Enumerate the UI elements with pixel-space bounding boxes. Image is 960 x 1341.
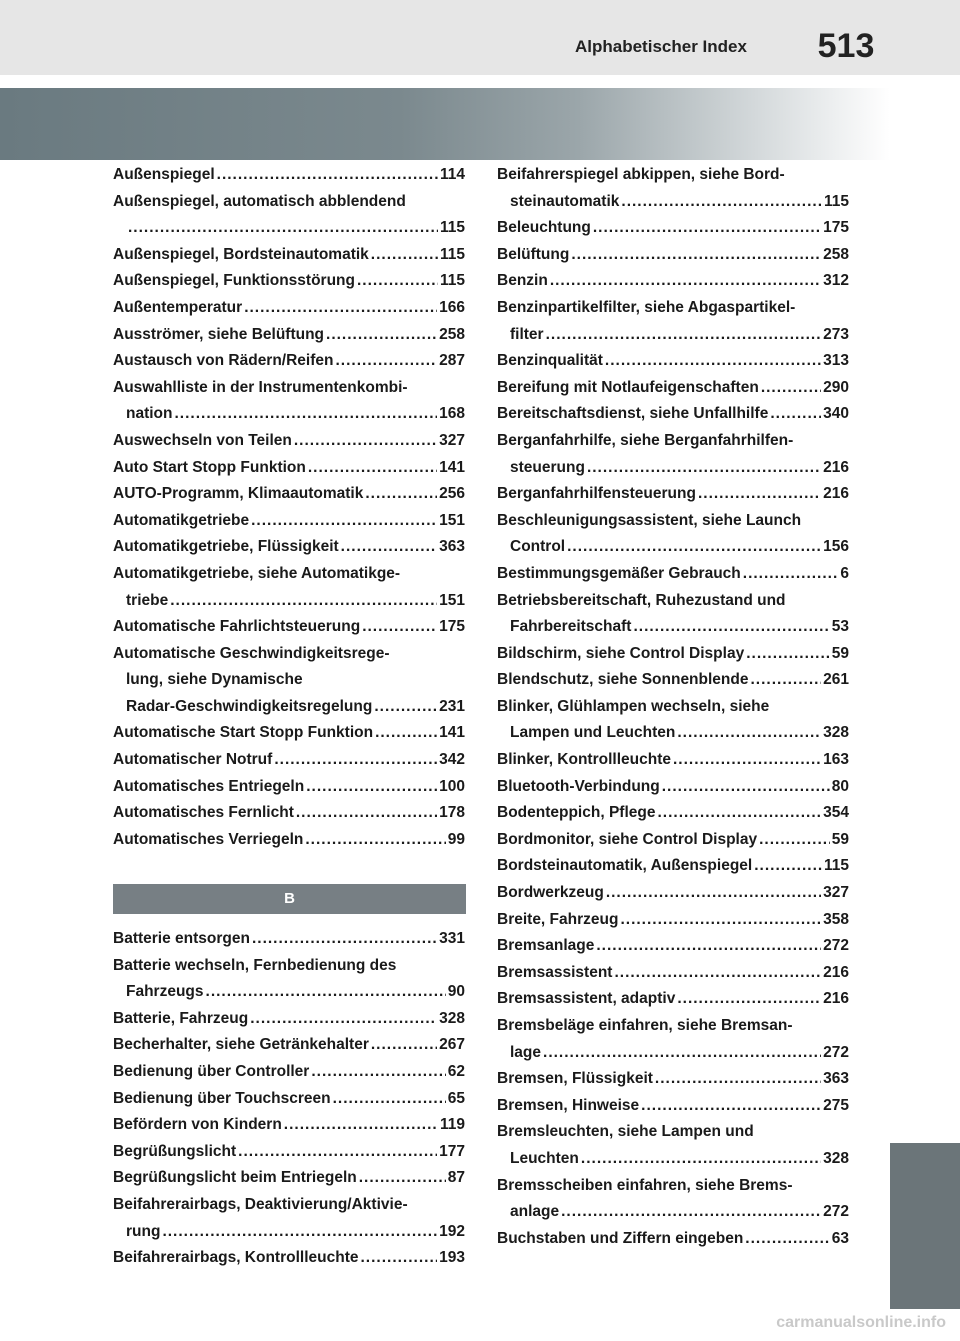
index-entry-page: 312 (823, 272, 849, 290)
index-entry-text: Bremsen, Flüssigkeit (497, 1070, 653, 1088)
index-entry-page: 90 (447, 983, 465, 1001)
leader-dots (336, 348, 438, 375)
leader-dots (305, 827, 445, 854)
leader-dots (662, 774, 830, 801)
index-entry-text: steinautomatik (510, 192, 620, 210)
index-entry-page: 358 (823, 910, 849, 928)
index-entry-page: 327 (439, 431, 465, 449)
index-entry (497, 375, 849, 402)
index-entry (113, 322, 465, 349)
leader-dots (655, 1066, 821, 1093)
leader-dots (614, 960, 821, 987)
leader-dots (770, 401, 821, 428)
leader-dots (750, 667, 821, 694)
index-entry-page: 53 (831, 618, 849, 636)
index-entry-page: 115 (439, 272, 465, 290)
index-entry-text: Batterie, Fahrzeug (113, 1009, 249, 1027)
leader-dots (746, 641, 830, 668)
index-entry (113, 747, 465, 774)
index-entry (113, 1006, 465, 1033)
leader-dots (375, 720, 437, 747)
leader-dots (621, 189, 822, 216)
index-entry (113, 1139, 465, 1166)
leader-dots (371, 242, 438, 269)
leader-dots (641, 1093, 821, 1120)
leader-dots (550, 268, 821, 295)
index-entry-page: 272 (823, 1043, 849, 1061)
index-entry (497, 348, 849, 375)
index-entry-text: Radar-Geschwindigkeitsregelung (126, 697, 373, 715)
index-entry (497, 295, 849, 348)
leader-dots (170, 588, 437, 615)
index-entry-text: Beschleunigungsassistent, siehe Launch (497, 511, 802, 529)
index-entry (497, 1226, 849, 1253)
index-entry-page: 363 (823, 1070, 849, 1088)
index-entry-page: 216 (823, 963, 849, 981)
leader-dots (333, 1086, 446, 1113)
index-entry-text: Automatische Start Stopp Funktion (113, 724, 374, 742)
chapter-thumb-tab (890, 1143, 960, 1309)
index-entry-text: Automatikgetriebe, siehe Automatikge- (113, 564, 401, 582)
index-entry-text: Blinker, Glühlampen wechseln, siehe (497, 697, 770, 715)
index-entry-text: anlage (510, 1203, 560, 1221)
index-entry-page: 87 (447, 1169, 465, 1187)
index-entry-page: 151 (439, 591, 465, 609)
decorative-banner (0, 88, 890, 160)
index-entry-page: 272 (823, 1203, 849, 1221)
index-entry-page: 151 (439, 511, 465, 529)
index-entry-text: Automatische Fahrlichtsteuerung (113, 618, 361, 636)
index-entry-text: Bestimmungsgemäßer Gebrauch (497, 564, 741, 582)
leader-dots (362, 614, 437, 641)
leader-dots (308, 455, 437, 482)
index-entry-text: Fahrbereitschaft (510, 618, 632, 636)
index-entry (497, 694, 849, 747)
leader-dots (567, 534, 821, 561)
index-entry-text: Automatische Geschwindigkeitsrege- (113, 644, 390, 662)
leader-dots (296, 800, 437, 827)
index-entry-page: 258 (439, 325, 465, 343)
index-entry (497, 162, 849, 215)
leader-dots (306, 774, 437, 801)
index-entry-text: Blinker, Kontrollleuchte (497, 751, 671, 769)
index-entry (497, 242, 849, 269)
index-column-left-b (113, 926, 465, 1272)
index-entry-page: 6 (840, 564, 849, 582)
index-entry-page: 272 (823, 937, 849, 955)
index-entry (497, 1093, 849, 1120)
index-column-left-a (113, 162, 465, 853)
index-entry (497, 853, 849, 880)
index-entry (497, 508, 849, 561)
index-entry (113, 774, 465, 801)
index-entry-text: Ausströmer, siehe Belüftung (113, 325, 325, 343)
leader-dots (677, 720, 821, 747)
index-entry-text: Automatisches Verriegeln (113, 830, 304, 848)
index-entry-text: Blendschutz, siehe Sonnenblende (497, 671, 749, 689)
leader-dots (698, 481, 821, 508)
index-entry-text: Bremsscheiben einfahren, siehe Brems- (497, 1176, 793, 1194)
index-entry-page: 168 (439, 405, 465, 423)
index-entry-text: Benzin (497, 272, 548, 290)
index-entry-text: Begrüßungslicht (113, 1142, 237, 1160)
index-entry-page: 163 (823, 751, 849, 769)
index-entry-page: 216 (823, 458, 849, 476)
leader-dots (745, 1226, 829, 1253)
index-entry-page: 193 (439, 1249, 465, 1267)
index-entry-text: Bordsteinautomatik, Außenspiegel (497, 857, 753, 875)
index-entry (113, 268, 465, 295)
index-entry-page: 328 (823, 724, 849, 742)
index-entry-text: Bedienung über Touchscreen (113, 1089, 331, 1107)
index-entry-text: Automatikgetriebe (113, 511, 250, 529)
leader-dots (673, 747, 821, 774)
index-entry-page: 115 (823, 857, 849, 875)
index-entry-page: 59 (831, 644, 849, 662)
index-entry-page: 363 (439, 538, 465, 556)
index-entry (497, 588, 849, 641)
leader-dots (326, 322, 437, 349)
leader-dots (311, 1059, 445, 1086)
index-entry-page: 313 (823, 352, 849, 370)
index-entry-page: 175 (823, 219, 849, 237)
leader-dots (294, 428, 437, 455)
index-entry (113, 1245, 465, 1272)
index-entry-page: 114 (439, 166, 465, 183)
index-entry (113, 561, 465, 614)
index-entry-text: Bremsassistent (497, 963, 613, 981)
index-entry-text: Bodenteppich, Pflege (497, 804, 656, 822)
index-entry-text: Berganfahrhilfe, siehe Berganfahrhilfen- (497, 431, 794, 449)
index-entry (113, 641, 465, 721)
index-entry-page: 175 (439, 618, 465, 636)
index-entry-page: 273 (823, 325, 849, 343)
leader-dots (620, 907, 821, 934)
index-entry-page: 275 (823, 1096, 849, 1114)
section-title: Alphabetischer Index (575, 37, 747, 56)
index-column-right (497, 162, 849, 1252)
index-entry-text: Begrüßungslicht beim Entriegeln (113, 1169, 357, 1187)
index-entry-text: Batterie entsorgen (113, 930, 250, 947)
leader-dots (593, 215, 821, 242)
index-entry (497, 641, 849, 668)
index-entry-text: Leuchten (510, 1149, 579, 1167)
index-entry-page: 290 (823, 378, 849, 396)
leader-dots (359, 1165, 446, 1192)
index-entry (113, 720, 465, 747)
index-entry-text: Beifahrerspiegel abkippen, siehe Bord- (497, 166, 785, 183)
index-entry (113, 1112, 465, 1139)
index-entry-text: Befördern von Kindern (113, 1116, 282, 1134)
leader-dots (571, 242, 821, 269)
index-entry (113, 1059, 465, 1086)
index-entry-page: 216 (823, 485, 849, 503)
leader-dots (357, 268, 438, 295)
index-entry (497, 1013, 849, 1066)
index-entry-page: 267 (439, 1036, 465, 1054)
leader-dots (162, 1219, 437, 1246)
index-entry (497, 986, 849, 1013)
index-entry-page: 177 (439, 1142, 465, 1160)
index-entry (497, 827, 849, 854)
leader-dots (251, 508, 437, 535)
index-entry (497, 401, 849, 428)
index-entry (497, 481, 849, 508)
index-entry (113, 953, 465, 1006)
index-entry-text: Bremsbeläge einfahren, siehe Bremsan- (497, 1017, 793, 1034)
index-entry (113, 827, 465, 854)
watermark: carmanualsonline.info (776, 1314, 946, 1331)
index-entry (113, 1086, 465, 1113)
index-entry-text: Außentemperatur (113, 298, 243, 316)
leader-dots (238, 1139, 437, 1166)
index-entry-text: Bordwerkzeug (497, 884, 604, 902)
index-entry (113, 242, 465, 269)
index-entry (113, 455, 465, 482)
index-entry (497, 907, 849, 934)
index-entry-page: 342 (439, 751, 465, 769)
leader-dots (374, 694, 437, 721)
index-entry-text: Bedienung über Controller (113, 1062, 310, 1080)
index-entry-text: Beifahrerairbags, Deaktivierung/Aktivie- (113, 1195, 408, 1213)
leader-dots (371, 1032, 437, 1059)
index-entry-page: 354 (823, 804, 849, 822)
index-entry-text: nation (126, 405, 173, 423)
page-number: 513 (817, 27, 875, 65)
index-entry (497, 747, 849, 774)
index-entry (113, 1192, 465, 1245)
index-entry-page: 256 (439, 485, 465, 503)
index-entry-page: 141 (439, 724, 465, 742)
index-entry-page: 261 (823, 671, 849, 689)
leader-dots (546, 322, 822, 349)
index-entry-text: Fahrzeugs (126, 983, 204, 1001)
index-entry-text: Bremsen, Hinweise (497, 1096, 640, 1114)
index-entry-text: Bildschirm, siehe Control Display (497, 644, 745, 662)
index-entry (497, 561, 849, 588)
index-entry-page: 100 (439, 777, 465, 795)
index-entry-page: 115 (823, 192, 849, 210)
index-entry (113, 428, 465, 455)
index-entry (497, 1173, 849, 1226)
index-entry-text: Außenspiegel, automatisch abblendend (113, 192, 406, 210)
index-entry-text: Auswahlliste in der Instrumentenkombi- (113, 378, 408, 396)
leader-dots (606, 880, 821, 907)
index-entry-page: 65 (447, 1089, 465, 1107)
index-entry-text: Bremsanlage (497, 937, 595, 955)
index-entry-text: Becherhalter, siehe Getränkehalter (113, 1036, 369, 1054)
leader-dots (250, 1006, 437, 1033)
leader-dots (543, 1040, 821, 1067)
index-entry (113, 614, 465, 641)
index-entry (113, 800, 465, 827)
index-entry-text: Austausch von Rädern/Reifen (113, 352, 334, 370)
index-entry (113, 348, 465, 375)
index-entry-page: 287 (439, 352, 465, 370)
index-entry-page: 166 (439, 298, 465, 316)
index-entry-page: 328 (823, 1149, 849, 1167)
index-entry-text: Control (510, 538, 566, 556)
index-entry-text: Bordmonitor, siehe Control Display (497, 830, 758, 848)
index-entry (113, 162, 465, 189)
index-entry-text: Außenspiegel, Funktionsstörung (113, 272, 355, 290)
index-entry-page: 156 (823, 538, 849, 556)
leader-dots (206, 979, 446, 1006)
leader-dots (561, 1199, 821, 1226)
leader-dots (596, 933, 821, 960)
index-entry-text: lage (510, 1043, 542, 1061)
leader-dots (360, 1245, 437, 1272)
leader-dots (365, 481, 437, 508)
leader-dots (581, 1146, 821, 1173)
leader-dots (252, 926, 437, 953)
index-entry-page: 178 (439, 804, 465, 822)
index-entry-text: Buchstaben und Ziffern eingeben (497, 1229, 744, 1247)
index-entry-text: Bluetooth-Verbindung (497, 777, 660, 795)
index-entry (497, 880, 849, 907)
index-entry (113, 481, 465, 508)
leader-dots (754, 853, 822, 880)
index-entry-text: Automatischer Notruf (113, 751, 273, 769)
leader-dots (759, 827, 830, 854)
index-entry (113, 508, 465, 535)
leader-dots (274, 747, 437, 774)
index-entry-text: Bremsassistent, adaptiv (497, 990, 676, 1008)
leader-dots (761, 375, 821, 402)
index-entry (113, 295, 465, 322)
index-entry-page: 327 (823, 884, 849, 902)
index-entry (497, 1066, 849, 1093)
index-entry-text: Breite, Fahrzeug (497, 910, 619, 928)
index-entry (113, 189, 465, 242)
index-entry-text: Bremsleuchten, siehe Lampen und (497, 1123, 754, 1141)
index-entry-text: Beleuchtung (497, 219, 591, 237)
leader-dots (284, 1112, 438, 1139)
index-entry-text: Bereifung mit Notlaufeigenschaften (497, 378, 759, 396)
index-entry-text: Batterie wechseln, Fernbedienung des (113, 956, 397, 974)
index-entry-page: 62 (447, 1062, 465, 1080)
index-entry-text: Betriebsbereitschaft, Ruhezustand und (497, 591, 786, 609)
index-entry (497, 268, 849, 295)
index-entry-page: 119 (439, 1116, 465, 1134)
index-entry (113, 1165, 465, 1192)
index-entry-text: AUTO-Programm, Klimaautomatik (113, 485, 364, 503)
index-entry-page: 59 (831, 830, 849, 848)
index-entry (497, 428, 849, 481)
index-entry-text: lung, siehe Dynamische (126, 671, 303, 689)
index-entry-text: Außenspiegel (113, 166, 215, 183)
leader-dots (244, 295, 437, 322)
letter-section-header: B (113, 884, 466, 914)
index-entry-page: 231 (439, 697, 465, 715)
leader-dots (677, 986, 821, 1013)
index-entry-text: triebe (126, 591, 169, 609)
leader-dots (633, 614, 829, 641)
leader-dots (217, 162, 438, 189)
leader-dots (128, 215, 438, 242)
leader-dots (341, 534, 437, 561)
index-entry (497, 215, 849, 242)
index-entry-page: 63 (831, 1229, 849, 1247)
index-entry (113, 375, 465, 428)
index-entry-text: steuerung (510, 458, 585, 476)
index-entry-text: rung (126, 1222, 161, 1240)
index-entry-page: 80 (831, 777, 849, 795)
index-entry-text: Automatisches Entriegeln (113, 777, 305, 795)
index-entry-text: Beifahrerairbags, Kontrollleuchte (113, 1249, 359, 1267)
index-entry (497, 960, 849, 987)
index-entry-text: Benzinpartikelfilter, siehe Abgaspartikel- (497, 298, 796, 316)
index-entry (113, 926, 465, 953)
index-entry (497, 933, 849, 960)
index-entry-page: 216 (823, 990, 849, 1008)
index-entry (497, 667, 849, 694)
leader-dots (587, 455, 821, 482)
index-entry-text: Auto Start Stopp Funktion (113, 458, 306, 476)
index-entry-page: 328 (439, 1009, 465, 1027)
index-entry-page: 115 (439, 219, 465, 237)
index-entry-text: Benzinqualität (497, 352, 603, 370)
index-entry-page: 340 (823, 405, 849, 423)
index-entry-text: Lampen und Leuchten (510, 724, 676, 742)
index-entry-page: 192 (439, 1222, 465, 1240)
leader-dots (657, 800, 821, 827)
index-entry-text: Außenspiegel, Bordsteinautomatik (113, 245, 369, 263)
index-entry-text: Automatikgetriebe, Flüssigkeit (113, 538, 339, 556)
index-entry-text: Belüftung (497, 245, 570, 263)
index-entry-text: Automatisches Fernlicht (113, 804, 294, 822)
index-entry-text: Bereitschaftsdienst, siehe Unfallhilfe (497, 405, 769, 423)
index-entry-text: Auswechseln von Teilen (113, 431, 292, 449)
index-entry-text: filter (510, 325, 544, 343)
index-entry-page: 115 (439, 245, 465, 263)
leader-dots (743, 561, 839, 588)
leader-dots (605, 348, 821, 375)
index-entry (497, 1119, 849, 1172)
index-entry (497, 800, 849, 827)
index-entry-page: 331 (439, 930, 465, 947)
index-entry-page: 99 (447, 830, 465, 848)
index-entry (113, 1032, 465, 1059)
leader-dots (175, 401, 438, 428)
index-entry (497, 774, 849, 801)
index-entry-text: Berganfahrhilfensteuerung (497, 485, 696, 503)
index-entry-page: 258 (823, 245, 849, 263)
index-entry-page: 141 (439, 458, 465, 476)
index-entry (113, 534, 465, 561)
